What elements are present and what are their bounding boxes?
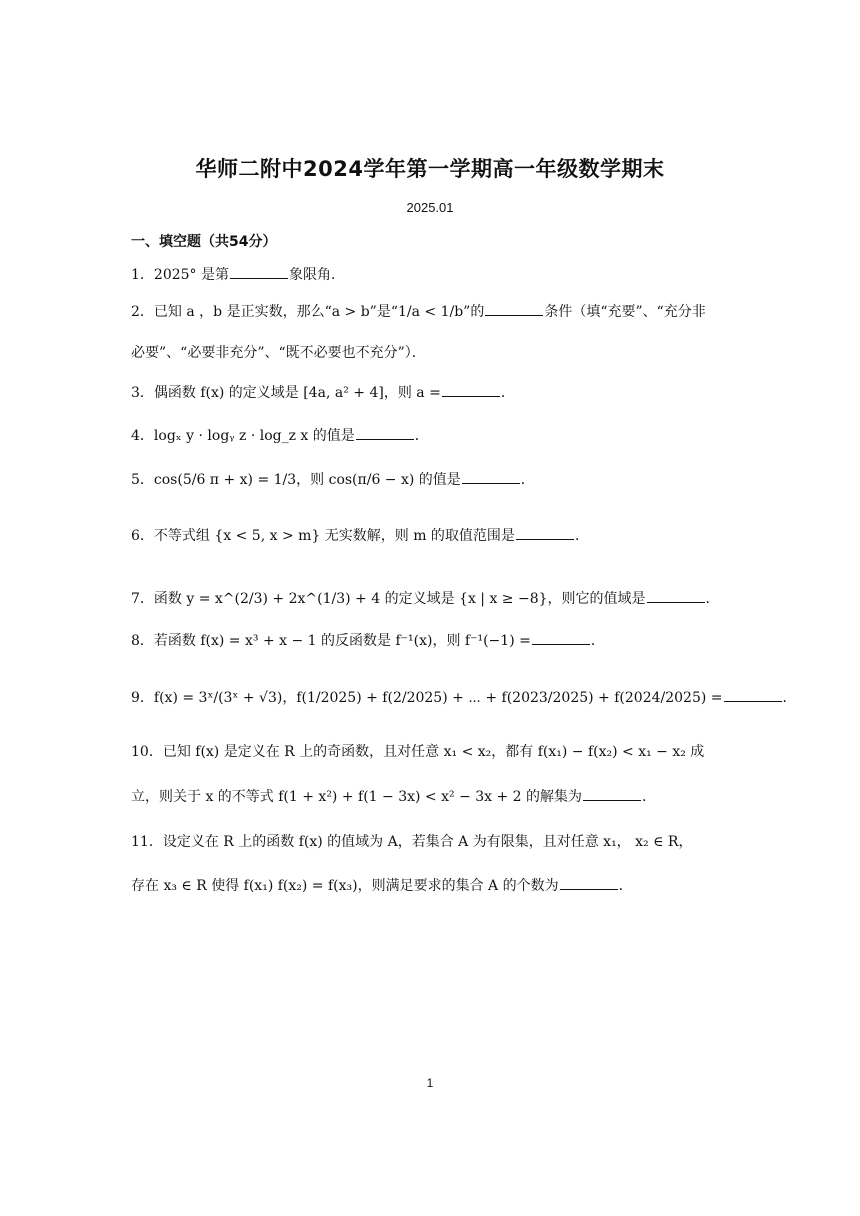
question-2: 2．已知 a ，b 是正实数，那么“a > b”是“1/a < 1/b”的 条件（填“充要”、“充分非 — [131, 304, 706, 320]
answer-blank — [583, 788, 641, 801]
question-11: 11．设定义在 R 上的函数 f(x) 的值域为 A，若集合 A 为有限集，且对任意 x₁， x₂ ∈ R， — [131, 834, 693, 850]
answer-blank — [516, 527, 574, 540]
page-title: 华师二附中2024学年第一学期高一年级数学期末 — [195, 157, 665, 181]
question-6: 6．不等式组 {x < 5, x > m} 无实数解，则 m 的取值范围是 ． — [131, 528, 589, 544]
answer-blank — [356, 427, 414, 440]
question-2-cont: 必要”、“必要非充分”、“既不必要也不充分”）． — [131, 345, 426, 361]
question-3: 3．偶函数 f(x) 的定义域是 [4a, a² + 4]，则 a = ． — [131, 385, 515, 401]
question-5: 5．cos(5/6 π + x) = 1/3，则 cos(π/6 − x) 的值是 ． — [131, 472, 535, 488]
answer-blank — [560, 877, 618, 890]
question-4: 4．logₓ y · logᵧ z · log_z x 的值是 ． — [131, 428, 429, 444]
answer-blank — [647, 590, 705, 603]
question-7: 7．函数 y = x^(2/3) + 2x^(1/3) + 4 的定义域是 {x | x ≥ −8}，则它的值域是 ． — [131, 591, 720, 607]
exam-date: 2025.01 — [406, 200, 454, 215]
question-11-cont: 存在 x₃ ∈ R 使得 f(x₁) f(x₂) = f(x₃)，则满足要求的集合 A 的个数为 ． — [131, 878, 633, 894]
question-10: 10．已知 f(x) 是定义在 R 上的奇函数，且对任意 x₁ < x₂，都有 f(x₁) − f(x₂) < x₁ − x₂ 成 — [131, 744, 705, 760]
section-heading: 一、填空题（共54分） — [131, 234, 277, 250]
answer-blank — [442, 384, 500, 397]
answer-blank — [532, 632, 590, 645]
page-number: 1 — [426, 1076, 434, 1090]
answer-blank — [230, 266, 288, 279]
question-9: 9．f(x) = 3ˣ/(3ˣ + √3)，f(1/2025) + f(2/2025) + ⋯ + f(2023/2025) + f(2024/2025) = ． — [131, 690, 797, 706]
question-1: 1．2025° 是第 象限角． — [131, 267, 345, 283]
question-10-cont: 立，则关于 x 的不等式 f(1 + x²) + f(1 − 3x) < x² − 3x + 2 的解集为 ． — [131, 789, 657, 805]
answer-blank — [724, 689, 782, 702]
question-8: 8．若函数 f(x) = x³ + x − 1 的反函数是 f⁻¹(x)，则 f⁻¹(−1) = ． — [131, 633, 605, 649]
answer-blank — [462, 471, 520, 484]
answer-blank — [485, 303, 543, 316]
